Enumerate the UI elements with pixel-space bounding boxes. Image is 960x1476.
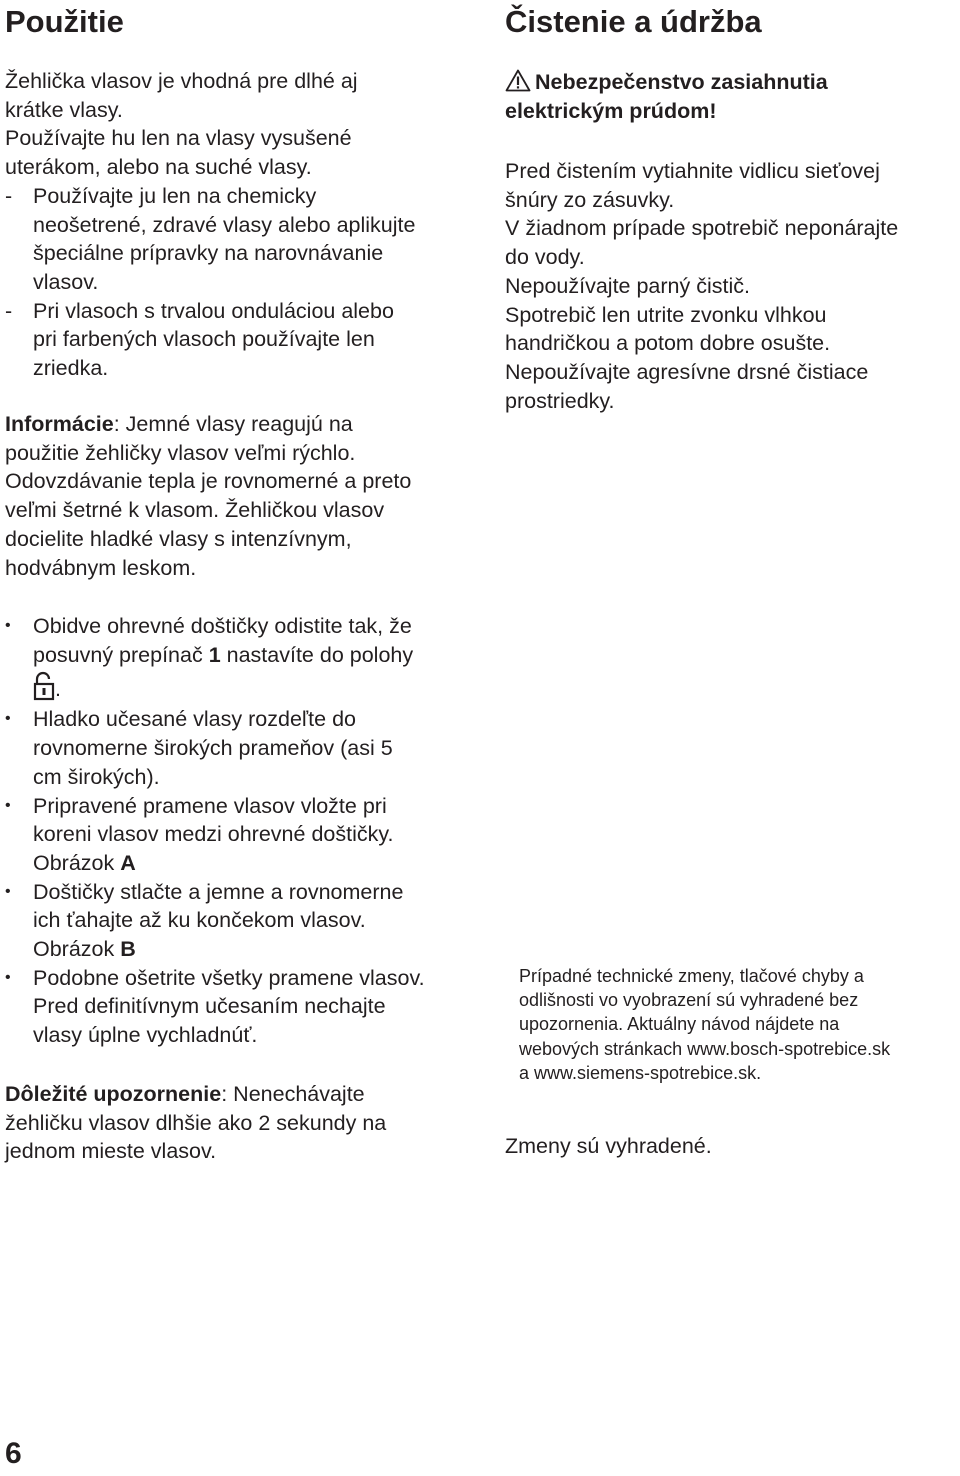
step-line: Podobne ošetrite všetky pramene vlasov. <box>33 965 425 990</box>
dash-item-line: Pri vlasoch s trvalou onduláciou alebo <box>33 298 394 323</box>
intro-line: krátke vlasy. <box>5 97 123 122</box>
intro-line: uterákom, alebo na suché vlasy. <box>5 155 312 180</box>
bullet-mark: • <box>5 882 11 900</box>
step-text: Obrázok <box>33 937 121 962</box>
figure-letter: A <box>120 850 136 875</box>
step-line: koreni vlasov medzi ohrevné doštičky. <box>33 822 394 847</box>
info-line: docielite hladké vlasy s intenzívnym, <box>5 526 352 551</box>
dash-mark: - <box>5 183 13 208</box>
lock-position-line <box>33 669 480 705</box>
info-line: Odovzdávanie tepla je rovnomerné a preto <box>5 469 412 494</box>
fine-print-line: upozornenia. Aktuálny návod nájdete na <box>519 1014 840 1035</box>
important-first-line-rest: : Nenechávajte <box>221 1082 365 1106</box>
switch-number: 1 <box>208 642 221 667</box>
cleaning-line: prostriedky. <box>505 388 615 413</box>
step-line: cm širokých). <box>33 764 160 789</box>
warning-text: Nebezpečenstvo zasiahnutia <box>535 70 828 94</box>
step-text: posuvný prepínač <box>33 642 209 667</box>
step-item <box>5 705 480 791</box>
dash-item-line: vlasov. <box>33 269 99 294</box>
step-item <box>5 612 480 705</box>
cleaning-line: handričkou a potom dobre osušte. <box>505 331 831 356</box>
figure-letter: B <box>120 937 136 962</box>
info-label: Informácie <box>5 412 114 436</box>
warning-line: elektrickým prúdom! <box>505 98 717 123</box>
dash-mark: - <box>5 298 13 323</box>
important-line: jednom mieste vlasov. <box>5 1139 217 1164</box>
bullet-mark: • <box>5 617 11 634</box>
step-item <box>5 878 480 964</box>
info-line <box>5 410 475 439</box>
step-line: Doštičky stlačte a jemne a rovnomerne <box>33 879 404 904</box>
important-label: Dôležité upozornenie <box>5 1082 222 1106</box>
changes-reserved-text: Zmeny sú vyhradené. <box>505 1134 712 1158</box>
step-line: Obidve ohrevné doštičky odistite tak, že <box>33 614 412 638</box>
dash-item-line: špeciálne prípravky na narovnávanie <box>33 241 384 266</box>
bullet-mark: • <box>5 710 11 728</box>
page-number: 6 <box>5 1437 22 1470</box>
dash-item-line: Používajte ju len na chemicky <box>33 183 317 208</box>
cleaning-line: Spotrebič len utrite zvonku vlhkou <box>505 302 827 327</box>
step-item <box>5 792 480 878</box>
cleaning-line: do vody. <box>505 245 585 270</box>
section-title-cleaning: Čistenie a údržba <box>505 4 762 39</box>
intro-text <box>5 67 475 383</box>
figure-reference <box>33 935 480 964</box>
dash-item-line: zriedka. <box>33 356 109 381</box>
step-line: rovnomerne širokých prameňov (asi 5 <box>33 736 393 761</box>
warning-triangle-icon <box>505 69 531 92</box>
steps-list <box>5 612 480 1050</box>
cleaning-line: Nepoužívajte parný čistič. <box>505 273 750 298</box>
info-paragraph <box>5 410 475 582</box>
cleaning-line: Pred čistením vytiahnite vidlicu sieťovej <box>505 159 880 183</box>
fine-print-line: Prípadné technické zmeny, tlačové chyby a <box>519 966 864 986</box>
info-first-line-rest: : Jemné vlasy reagujú na <box>113 412 353 436</box>
step-line: Hladko učesané vlasy rozdeľte do <box>33 707 356 732</box>
cleaning-instructions <box>505 157 955 415</box>
info-line: hodvábnym leskom. <box>5 555 197 580</box>
intro-line: Žehlička vlasov je vhodná pre dlhé aj <box>5 69 358 93</box>
step-line: vlasy úplne vychladnúť. <box>33 1023 258 1048</box>
bullet-mark: • <box>5 968 11 986</box>
important-line: žehličku vlasov dlhšie ako 2 sekundy na <box>5 1110 387 1135</box>
step-item <box>5 964 480 1050</box>
bullet-mark: • <box>5 796 11 814</box>
cleaning-line: Nepoužívajte agresívne drsné čistiace <box>505 359 869 384</box>
step-line: Pripravené pramene vlasov vložte pri <box>33 793 387 818</box>
info-line: veľmi šetrné k vlasom. Žehličkou vlasov <box>5 498 385 523</box>
electric-shock-warning <box>505 68 955 125</box>
step-text: . <box>55 677 61 702</box>
fine-print-notice <box>519 964 960 1085</box>
intro-line: Používajte hu len na vlasy vysušené <box>5 126 352 151</box>
important-line <box>5 1080 475 1109</box>
cleaning-line: V žiadnom prípade spotrebič neponárajte <box>505 216 899 241</box>
step-text: nastavíte do polohy <box>220 642 414 667</box>
fine-print-line: webových stránkach www.bosch-spotrebice.sk <box>519 1038 891 1059</box>
dash-list-item <box>5 182 475 297</box>
info-line: použitie žehličky vlasov veľmi rýchlo. <box>5 440 356 465</box>
figure-reference <box>33 849 480 878</box>
dash-item-line: neošetrené, zdravé vlasy alebo aplikujte <box>33 212 416 237</box>
dash-list-item <box>5 297 475 383</box>
step-line <box>33 641 480 670</box>
important-notice <box>5 1080 475 1166</box>
cleaning-line: šnúry zo zásuvky. <box>505 187 675 212</box>
unlocked-padlock-icon <box>33 671 55 701</box>
step-line: Pred definitívnym učesaním nechajte <box>33 994 386 1019</box>
section-title-usage: Použitie <box>5 4 124 39</box>
fine-print-line: odlišnosti vo vyobrazení sú vyhradené bez <box>519 990 859 1011</box>
step-line: ich ťahajte až ku končekom vlasov. <box>33 908 366 933</box>
dash-item-line: pri farbených vlasoch používajte len <box>33 327 375 352</box>
fine-print-line: a www.siemens-spotrebice.sk. <box>519 1062 762 1083</box>
warning-line <box>505 68 955 97</box>
step-text: Obrázok <box>33 850 121 875</box>
